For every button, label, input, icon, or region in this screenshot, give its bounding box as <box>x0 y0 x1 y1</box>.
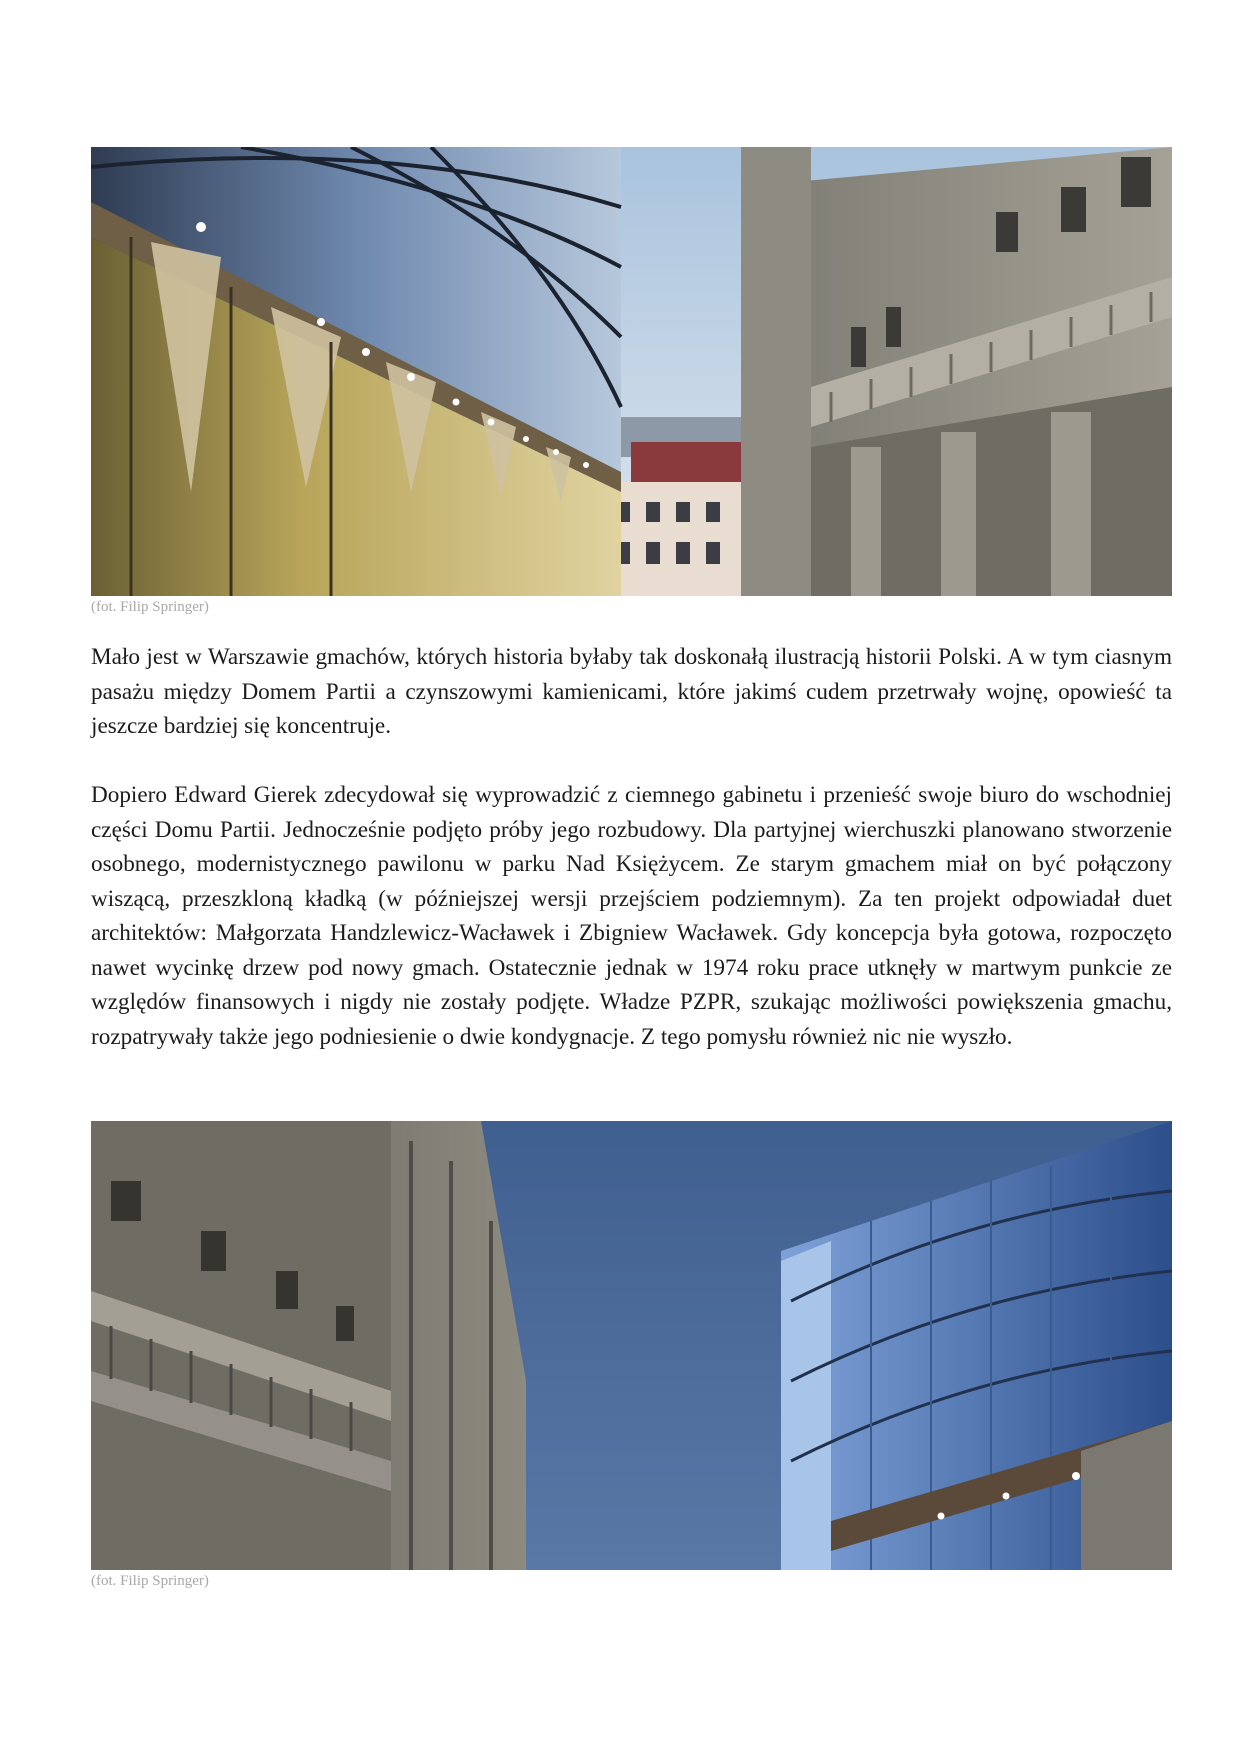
photo-passage-dusk-image <box>91 1121 1172 1570</box>
paragraph-history: Dopiero Edward Gierek zdecydował się wyprowadzić z ciemnego gabinetu i przenieść swoje biuro do wschodniej części Domu Partii. Jednocześnie podjęto próby jego rozbudowy. Dla partyjnej wierchuszki planowano stworzenie osobnego, modernistycznego pawilonu w parku Nad Księżycem. Ze starym gmachem miał on być połączony wiszącą, przeszkloną kładką (w późniejszej wersji przejściem podziemnym). Za ten projekt odpowiadał duet architektów: Małgorzata Handzlewicz-Wacławek i Zbigniew Wacławek. Gdy koncepcja była gotowa, rozpoczęto nawet wycinkę drzew pod nowy gmach. Ostatecznie jednak w 1974 roku prace utknęły w martwym punkcie ze względów finansowych i nigdy nie zostały podjęte. Władze PZPR, szukając możliwości powiększenia gmachu, rozpatrywały także jego podniesienie o dwie kondygnacje. Z tego pomysłu również nic nie wyszło. <box>91 782 1172 1050</box>
photo-caption: (fot. Filip Springer) <box>91 599 209 615</box>
paragraph-intro: Mało jest w Warszawie gmachów, których historia byłaby tak doskonałą ilustracją historii Polski. A w tym ciasnym pasażu między Domem Partii a czynszowymi kamienicami, które jakimś cudem przetrwały wojnę, opowieść ta jeszcze bardziej się koncentruje. <box>91 644 1172 739</box>
photo-passage-day <box>91 147 1172 596</box>
photo-passage-day-image <box>91 147 1172 596</box>
photo-caption: (fot. Filip Springer) <box>91 1573 209 1589</box>
photo-passage-dusk <box>91 1121 1172 1570</box>
